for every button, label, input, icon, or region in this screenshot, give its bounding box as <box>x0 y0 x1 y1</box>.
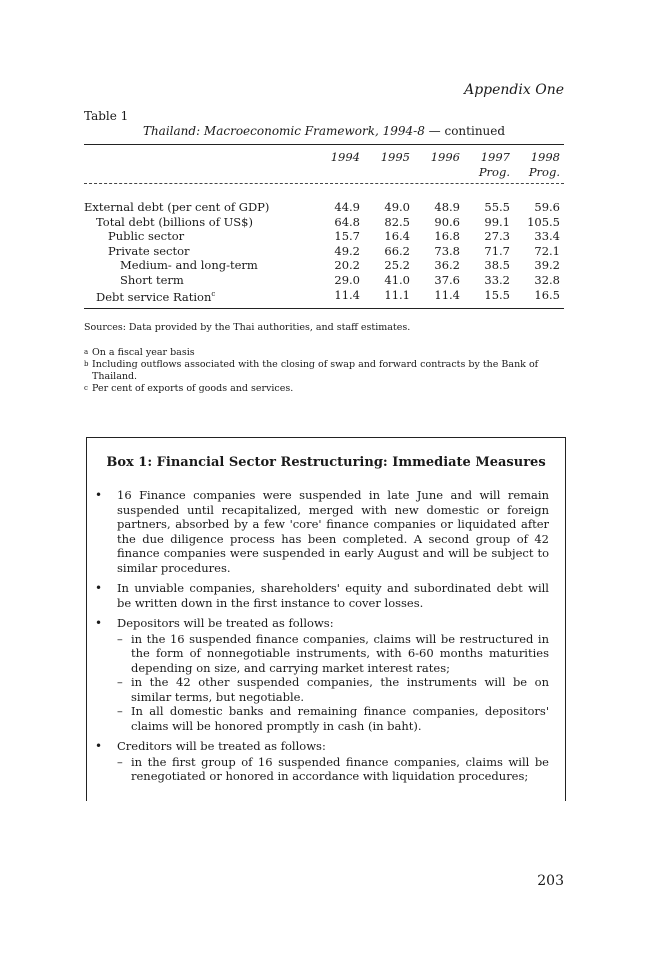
cell: 15.5 <box>484 288 510 303</box>
bullet-icon: • <box>95 739 103 753</box>
bullet-icon: • <box>95 581 103 595</box>
table-header-row <box>84 150 564 180</box>
cell: 105.5 <box>527 214 560 229</box>
box-financial-restructuring <box>86 437 566 801</box>
table-row <box>84 200 564 215</box>
row-label: Total debt (billions of US$) <box>96 214 253 229</box>
box-bullet: • Depositors will be treated as follows: – in the 16 suspended finance companies, claims will be restructured in the form of nonnegotiable instruments, with 6-60 months maturities depending on size, and carrying market interest rates; – in the 42 other suspended companies, the instruments will be on similar terms, but negotiable. – In all domestic banks and remaining finance companies, depositors' claims will be honored promptly in cash (in baht). <box>95 616 549 733</box>
table-row <box>84 215 564 230</box>
box-subitem: – In all domestic banks and remaining finance companies, depositors' claims will be honored promptly in cash (in baht). <box>117 704 549 733</box>
dash-icon: – <box>117 704 123 718</box>
table-row <box>84 258 564 273</box>
cell: 90.6 <box>434 214 460 229</box>
bullet-icon: • <box>95 616 103 630</box>
box-title: Box 1: Financial Sector Restructuring: Immediate Measures <box>106 455 546 470</box>
col-header: 1998 Prog. <box>528 150 560 179</box>
dash-icon: – <box>117 675 123 689</box>
cell: 66.2 <box>384 243 410 258</box>
row-label: Short term <box>120 272 184 287</box>
cell: 49.0 <box>384 200 410 214</box>
cell: 39.2 <box>534 258 560 272</box>
cell: 15.7 <box>334 229 360 243</box>
table-sources: Sources: Data provided by the Thai authorities, and staff estimates. <box>84 322 411 333</box>
table-label: Table 1 <box>84 109 129 123</box>
cell: 11.1 <box>384 288 410 303</box>
cell: 82.5 <box>384 214 410 229</box>
cell: 11.4 <box>434 288 460 303</box>
table-row <box>84 244 564 259</box>
page-number: 203 <box>537 873 564 889</box>
cell: 27.3 <box>484 229 510 243</box>
cell: 33.2 <box>484 272 510 287</box>
box-subitem: – in the 16 suspended finance companies, claims will be restructured in the form of nonnegotiable instruments, with 6-60 months maturities depending on size, and carrying market interest rates; <box>117 631 549 675</box>
box-bullet: • 16 Finance companies were suspended in late June and will remain suspended until recapitalized, merged with new domestic or foreign partners, absorbed by a few 'core' finance companies or liquidated after the due diligence process has been completed. A second group of 42 finance companies were suspended in early August and will be subject to similar procedures. <box>95 488 549 575</box>
box-sublist <box>117 755 549 784</box>
cell: 44.9 <box>334 200 360 214</box>
cell: 37.6 <box>434 272 460 287</box>
box-bullet: • In unviable companies, shareholders' equity and subordinated debt will be written down in the first instance to cover losses. <box>95 581 549 610</box>
header-spacer <box>84 150 314 180</box>
cell: 48.9 <box>434 200 460 214</box>
col-header: 1995 <box>380 150 410 164</box>
footnote: c Per cent of exports of goods and services. <box>84 383 294 394</box>
cell: 16.8 <box>434 229 460 243</box>
appendix-heading: Appendix One <box>464 82 564 98</box>
table-title-continued: — continued <box>424 124 506 138</box>
box-body <box>95 488 549 790</box>
cell: 16.4 <box>384 229 410 243</box>
cell: 33.4 <box>534 229 560 243</box>
col-header: 1997 Prog. <box>478 150 510 179</box>
col-header: 1996 <box>430 150 460 164</box>
col-header: 1994 <box>330 150 360 164</box>
cell: 73.8 <box>434 243 460 258</box>
cell: 36.2 <box>434 258 460 272</box>
cell: 20.2 <box>334 258 360 272</box>
cell: 41.0 <box>384 272 410 287</box>
table-footnotes <box>84 347 564 395</box>
cell: 29.0 <box>334 272 360 287</box>
cell: 99.1 <box>484 214 510 229</box>
cell: 38.5 <box>484 258 510 272</box>
table-row <box>84 273 564 288</box>
box-subitem: – in the 42 other suspended companies, the instruments will be on similar terms, but negotiable. <box>117 675 549 704</box>
cell: 71.7 <box>484 243 510 258</box>
cell: 59.6 <box>534 200 560 214</box>
box-subitem: – in the first group of 16 suspended finance companies, claims will be renegotiated or honored in accordance with liquidation procedures; <box>117 754 549 783</box>
box-sublist <box>117 632 549 734</box>
row-label: Public sector <box>108 229 185 243</box>
dash-icon: – <box>117 754 123 769</box>
box-bullet: • Creditors will be treated as follows: – in the first group of 16 suspended finance companies, claims will be renegotiated or honored in accordance with liquidation procedures; <box>95 739 549 783</box>
macro-table <box>84 150 564 304</box>
dash-icon: – <box>117 631 123 646</box>
table-row <box>84 287 564 304</box>
cell: 11.4 <box>334 288 360 303</box>
cell: 64.8 <box>334 214 360 229</box>
row-label: Medium- and long-term <box>120 258 258 272</box>
row-label: Private sector <box>108 243 190 258</box>
cell: 72.1 <box>534 243 560 258</box>
footnote: b Including outflows associated with the closing of swap and forward contracts by the Bank of Thailand. <box>84 359 539 382</box>
table-bottom-rule <box>84 308 564 309</box>
cell: 55.5 <box>484 200 510 214</box>
cell: 16.5 <box>534 288 560 303</box>
table-title-main: Thailand: Macroeconomic Framework, 1994-8 <box>142 124 425 138</box>
cell: 25.2 <box>384 258 410 272</box>
cell: 49.2 <box>334 243 360 258</box>
table-title <box>84 124 564 138</box>
table-row <box>84 229 564 244</box>
cell: 32.8 <box>534 272 560 287</box>
bullet-icon: • <box>95 488 103 502</box>
row-label: Debt service Ration$^c$ <box>96 289 216 304</box>
row-label: External debt (per cent of GDP) <box>84 200 270 214</box>
footnote: a On a fiscal year basis <box>84 347 195 358</box>
table-top-rule <box>84 144 564 145</box>
